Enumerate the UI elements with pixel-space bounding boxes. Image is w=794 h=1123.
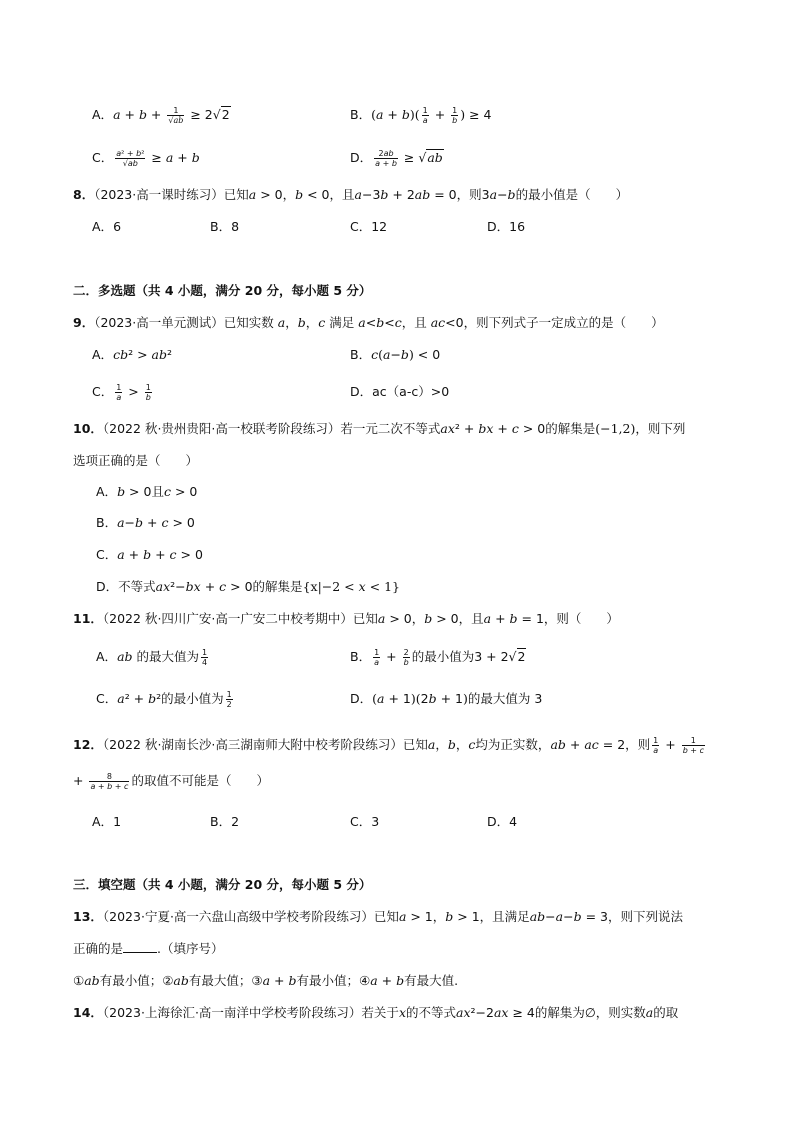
q13-statements: ①ab有最小值；②ab有最大值；③a + b有最小值；④a + b有最大值. [73, 973, 459, 988]
section-2-title: 二．多选题（共 4 小题，满分 20 分，每小题 5 分） [73, 283, 372, 298]
q7-option-a: A．a + b + $\frac{1}{√ab}$ ≥ 2√2 [92, 106, 230, 125]
q13-stem: 13．（2023·宁夏·高一六盘山高级中学校考阶段练习）已知a > 1，b > 1，且满足ab−a−b = 3，则下列说法 [73, 909, 683, 924]
q7-option-c: C． $\frac{\text{a² + b²}}{√ab}$ ≥ a + b [92, 149, 200, 168]
q9-stem: 9．（2023·高一单元测试）已知实数 a，b，c 满足 a<b<c，且 ac<0，则下列式子一定成立的是（ ） [73, 315, 664, 330]
q11-option-b: B． $\frac{1}{a}$ + $\frac{2}{b}$ 的最小值为3 + 2√2 [350, 648, 526, 667]
q9-option-a: A．cb² > ab² [92, 347, 172, 362]
q10-stem: 10．（2022 秋·贵州贵阳·高一校联考阶段练习）若一元二次不等式ax² + bx + c > 0的解集是(−1,2)，则下列 [73, 421, 686, 436]
q12-option-c: C．3 [350, 814, 380, 829]
q7-option-d: D． $\frac{2ab}{a + b}$ ≥ √ab [350, 149, 443, 168]
q8-option-d: D．16 [487, 219, 526, 234]
q8-option-c: C．12 [350, 219, 388, 234]
q13-answer-blank[interactable] [123, 940, 157, 953]
q11-option-c: C．a² + b²的最小值为 $\frac{1}{2}$ [96, 690, 232, 709]
q12-option-d: D．4 [487, 814, 518, 829]
q11-option-a: A．ab 的最大值为 $\frac{1}{4}$ [96, 648, 208, 667]
q10-option-d: D．不等式ax²−bx + c > 0的解集是{x|−2 < x < 1} [96, 579, 401, 594]
q9-option-b: B．c(a−b) < 0 [350, 347, 441, 362]
q8-stem: 8．（2023·高一课时练习）已知a > 0，b < 0，且a−3b + 2ab = 0，则3a−b的最小值是（ ） [73, 187, 629, 202]
q12-option-a: A．1 [92, 814, 122, 829]
q9-option-c: C． $\frac{1}{a}$ > $\frac{1}{b}$ [92, 383, 151, 402]
q11-option-d: D．(a + 1)(2b + 1)的最大值为 3 [350, 691, 543, 706]
q12-stem: 12．（2022 秋·湖南长沙·高三湖南师大附中校考阶段练习）已知a，b，c均为正实数，ab + ac = 2，则 $\frac{1}{a}$ + $\frac{1}{b + c}$ [73, 736, 704, 755]
q8-option-a: A．6 [92, 219, 122, 234]
q10-option-b: B．a−b + c > 0 [96, 515, 195, 530]
section-3-title: 三．填空题（共 4 小题，满分 20 分，每小题 5 分） [73, 877, 372, 892]
q13-stem-line2: 正确的是 .（填序号） [73, 941, 224, 956]
q12-stem-line2: + $\frac{8}{a + b + c}$ 的取值不可能是（ ） [73, 772, 269, 791]
q11-stem: 11．（2022 秋·四川广安·高一广安二中校考期中）已知a > 0，b > 0，且a + b = 1，则（ ） [73, 611, 619, 626]
q7-option-b: B．(a + b)( $\frac{1}{a}$ + $\frac{1}{b}$ ) ≥ 4 [350, 106, 492, 125]
q10-option-a: A．b > 0且c > 0 [96, 484, 198, 499]
q10-stem-line2: 选项正确的是（ ） [73, 453, 199, 468]
q12-option-b: B．2 [210, 814, 240, 829]
q8-option-b: B．8 [210, 219, 240, 234]
q9-option-d: D．ac（a-c）>0 [350, 384, 450, 399]
q14-stem: 14．（2023·上海徐汇·高一南洋中学校考阶段练习）若关于x的不等式ax²−2ax ≥ 4的解集为∅，则实数a的取 [73, 1005, 679, 1020]
q10-option-c: C．a + b + c > 0 [96, 547, 203, 562]
